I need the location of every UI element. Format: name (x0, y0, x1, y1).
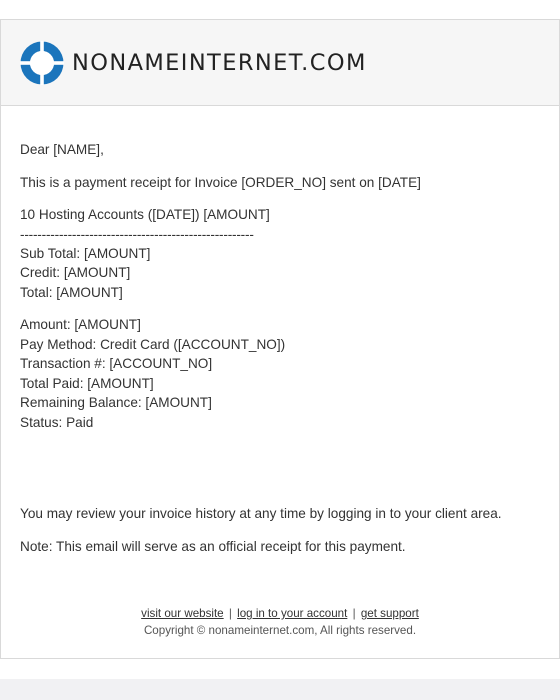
review-note-text: You may review your invoice history at any time by logging in to your client area. (20, 506, 502, 521)
amount-text: Amount: [AMOUNT] (20, 317, 141, 332)
login-account-link[interactable]: log in to your account (237, 607, 348, 620)
remaining-balance-text: Remaining Balance: [AMOUNT] (20, 395, 212, 410)
status-text: Status: Paid (20, 414, 94, 430)
email-footer (1, 605, 559, 639)
total-text: Total: [AMOUNT] (20, 284, 123, 300)
transaction-text: Transaction #: [ACCOUNT_NO] (20, 356, 213, 371)
invoice-item-line: 10 Hosting Accounts ([DATE]) [AMOUNT] (20, 207, 270, 222)
pay-method-text: Pay Method: Credit Card ([ACCOUNT_NO]) (20, 336, 286, 352)
divider-line: ------------------------------------------------------ (20, 226, 254, 242)
email-header (1, 20, 559, 106)
subtotal-text: Sub Total: [AMOUNT] (20, 245, 151, 261)
copyright-text: Copyright © nonameinternet.com, All rights reserved. (143, 624, 417, 637)
brand-wordmark: NONAMEINTERNET.COM (72, 49, 367, 76)
email-card (0, 19, 560, 659)
visit-website-link[interactable]: visit our website (141, 607, 224, 620)
top-background-strip (0, 0, 560, 20)
receipt-intro-text: This is a payment receipt for Invoice [ORDER_NO] sent on [DATE] (20, 174, 421, 190)
greeting-text: Dear [NAME], (20, 142, 104, 157)
get-support-link[interactable]: get support (360, 607, 419, 620)
official-receipt-note: Note: This email will serve as an official receipt for this payment. (20, 538, 406, 554)
total-paid-text: Total Paid: [AMOUNT] (20, 375, 154, 391)
footer-links (1, 605, 559, 622)
footer-separator: | (228, 607, 232, 620)
email-body (1, 106, 559, 556)
credit-text: Credit: [AMOUNT] (20, 265, 131, 280)
footer-separator: | (352, 607, 356, 620)
brand-logo-icon (20, 41, 64, 85)
bottom-background-strip (0, 659, 560, 679)
